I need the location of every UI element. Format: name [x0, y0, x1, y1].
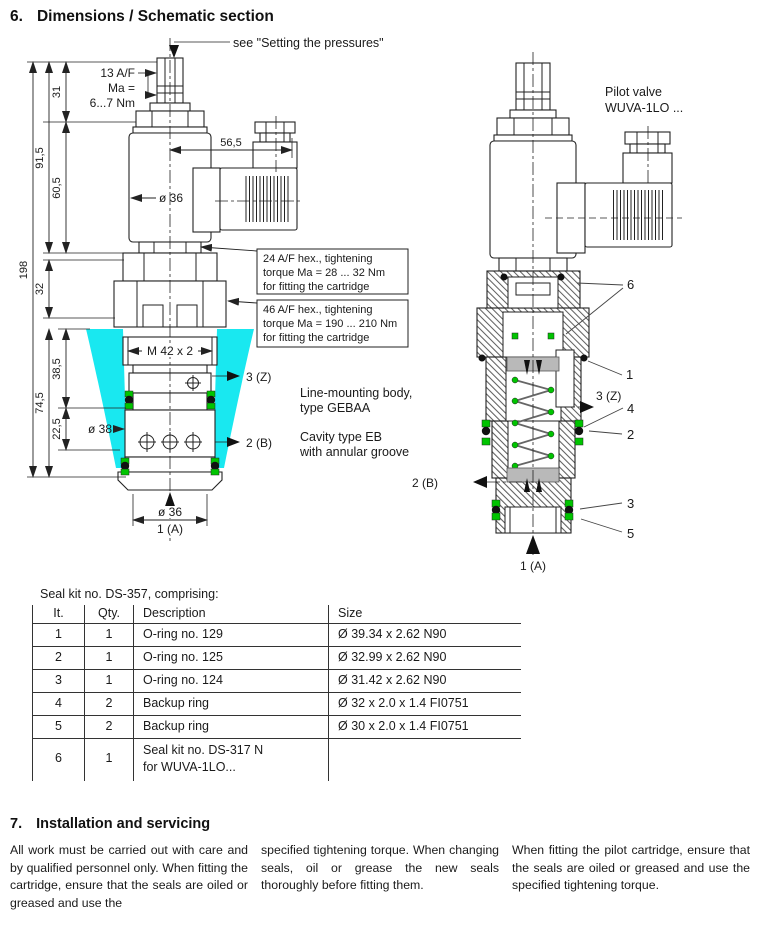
svg-text:torque Ma = 28 ... 32 Nm: torque Ma = 28 ... 32 Nm: [263, 267, 385, 279]
svg-text:ø 36: ø 36: [159, 191, 184, 205]
svg-text:Pilot valve: Pilot valve: [605, 85, 662, 99]
svg-text:torque Ma = 190 ... 210 Nm: torque Ma = 190 ... 210 Nm: [263, 318, 398, 330]
dim-31: 31: [51, 85, 63, 99]
svg-text:24 A/F hex., tightening: 24 A/F hex., tightening: [263, 253, 373, 265]
dim-32: 32: [34, 282, 46, 296]
cell-qty: 2: [84, 716, 133, 738]
dim-60-5: 60,5: [51, 177, 63, 199]
installation-column-2: specified tightening torque. When changing seals, oil or grease the new seals thoroughly before fitting them.: [261, 843, 499, 893]
cavity-note: Cavity type EB: [300, 430, 382, 444]
item-5: 5: [627, 526, 635, 541]
section-7-heading: [10, 816, 210, 832]
dim-22-5: 22,5: [51, 418, 63, 440]
table-row: [33, 716, 521, 739]
table-header-row: [33, 605, 521, 624]
cell-it: 3: [55, 673, 62, 687]
svg-text:ø 36: ø 36: [157, 505, 183, 519]
body-notes: [299, 386, 412, 459]
connector-fins: [611, 190, 665, 240]
cell-it: 6: [55, 751, 62, 765]
cell-qty: 1: [84, 624, 133, 646]
cell-size: Ø 39.34 x 2.62 N90: [328, 624, 521, 646]
table-row: [33, 739, 521, 781]
cell-size: Ø 32 x 2.0 x 1.4 FI0751: [328, 693, 521, 715]
cell-description: O-ring no. 129: [133, 624, 328, 646]
table-row: [33, 647, 521, 670]
item-6: 6: [627, 277, 635, 292]
dim-38-5: 38,5: [51, 358, 63, 380]
cell-size: Ø 31.42 x 2.62 N90: [328, 670, 521, 692]
cell-description: O-ring no. 125: [133, 647, 328, 669]
cell-it: 1: [55, 627, 62, 641]
cell-it: 5: [55, 719, 62, 733]
seal-kit-caption: Seal kit no. DS-357, comprising:: [40, 587, 219, 601]
table-row: [33, 670, 521, 693]
pilot-port-a-label: [520, 535, 546, 573]
col-header-qty: Qty.: [84, 605, 133, 623]
svg-text:ø 38: ø 38: [87, 422, 112, 436]
cell-qty: 1: [84, 739, 133, 781]
adjustment-torque-label: [90, 66, 156, 110]
line-mounting-note: Line-mounting body,: [300, 386, 413, 400]
item-2: 2: [627, 427, 635, 442]
cell-it: 4: [55, 696, 62, 710]
section-7-title: Installation and servicing: [36, 816, 211, 832]
installation-column-3: When fitting the pilot cartridge, ensure that the seals are oiled or greased and use the specified tightening torque.: [512, 843, 750, 893]
cell-it: 2: [55, 650, 62, 664]
section-6-title: Dimensions / Schematic section: [36, 8, 274, 25]
item-4: 4: [627, 401, 635, 416]
cell-qty: 1: [84, 647, 133, 669]
left-valve-drawing: [18, 36, 412, 542]
col-header-it: It.: [53, 606, 64, 620]
cell-description: Backup ring: [133, 693, 328, 715]
svg-text:for fitting the cartridge: for fitting the cartridge: [263, 281, 370, 293]
seal-kit-table: [32, 605, 521, 781]
callout-24af: [201, 247, 408, 294]
cell-description: O-ring no. 124: [133, 670, 328, 692]
see-note-label: see "Setting the pressures": [233, 36, 384, 50]
dim-198: 198: [18, 260, 30, 280]
svg-text:WUVA-1LO ...: WUVA-1LO ...: [605, 101, 684, 115]
right-valve-drawing: [412, 52, 683, 573]
connector-fins: [243, 176, 290, 222]
cell-description: Backup ring: [133, 716, 328, 738]
section-7-number: 7.: [10, 816, 23, 832]
svg-text:type GEBAA: type GEBAA: [300, 401, 371, 415]
setting-pressures-note: [169, 36, 384, 58]
cell-size: [328, 739, 521, 781]
callout-46af: [228, 300, 408, 347]
svg-text:with annular groove: with annular groove: [300, 445, 410, 459]
svg-text:1 (A): 1 (A): [519, 559, 547, 573]
cell-description: Seal kit no. DS-317 N for WUVA-1LO...: [133, 739, 328, 781]
svg-text:6...7 Nm: 6...7 Nm: [89, 96, 135, 110]
svg-text:for fitting the cartridge: for fitting the cartridge: [263, 332, 370, 344]
svg-text:Ma =: Ma =: [107, 81, 135, 95]
cell-qty: 2: [84, 693, 133, 715]
dim-91-5: 91,5: [34, 147, 46, 169]
cell-size: Ø 30 x 2.0 x 1.4 FI0751: [328, 716, 521, 738]
port-a-label: [133, 492, 207, 536]
cell-size: Ø 32.99 x 2.62 N90: [328, 647, 521, 669]
col-header-description: Description: [133, 605, 328, 623]
svg-text:2 (B): 2 (B): [246, 436, 273, 450]
section-6-number: 6.: [10, 8, 23, 25]
svg-text:M 42 x 2: M 42 x 2: [146, 344, 194, 358]
svg-text:56,5: 56,5: [220, 137, 242, 149]
installation-column-1: All work must be carried out with care and by qualified personnel only. When fitting the cartridge, ensure that the seals are oiled or greased and use the: [10, 843, 248, 911]
item-3: 3: [627, 496, 635, 511]
item-1: 1: [626, 367, 634, 382]
col-header-size: Size: [328, 605, 521, 623]
installation-text: [10, 842, 750, 913]
pilot-valve-title: [605, 85, 683, 115]
svg-text:13 A/F: 13 A/F: [100, 66, 135, 80]
svg-text:46 A/F hex., tightening: 46 A/F hex., tightening: [263, 304, 373, 316]
svg-text:3 (Z): 3 (Z): [596, 389, 622, 403]
cell-qty: 1: [84, 670, 133, 692]
svg-text:3 (Z): 3 (Z): [246, 370, 272, 384]
table-row: [33, 693, 521, 716]
svg-text:1 (A): 1 (A): [156, 522, 184, 536]
svg-text:2 (B): 2 (B): [411, 476, 438, 490]
dim-74-5: 74,5: [34, 392, 46, 414]
table-row: [33, 624, 521, 647]
